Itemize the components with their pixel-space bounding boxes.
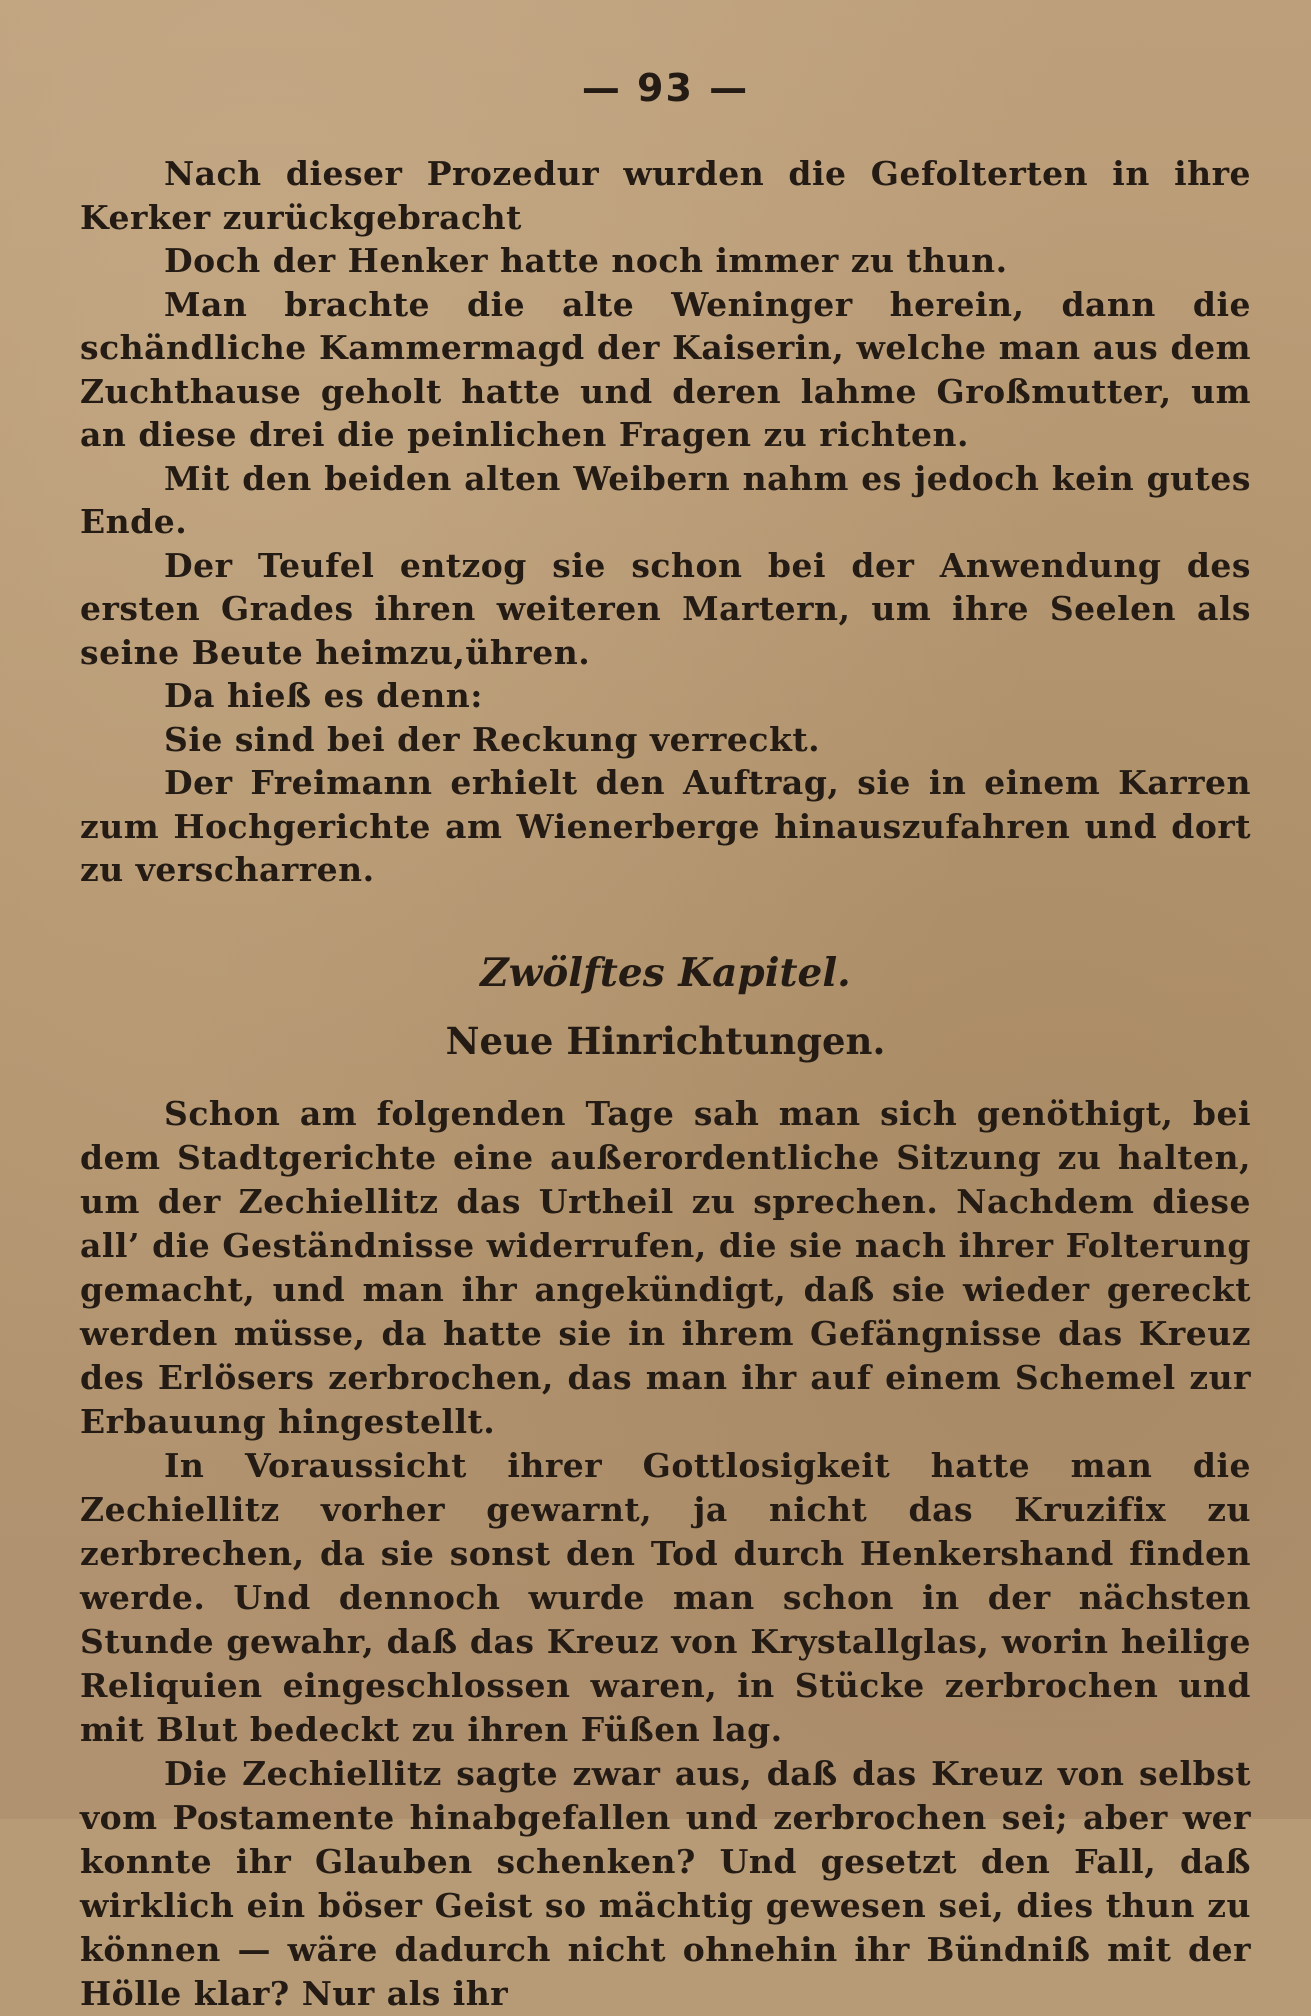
paragraph: Mit den beiden alten Weibern nahm es jedoch kein gutes Ende.: [80, 458, 1251, 541]
paragraph: In Voraussicht ihrer Gottlosigkeit hatte man die Zechiellitz vorher gewarnt, ja nicht das Kruzifix zu zerbrechen, da sie sonst den Tod durch Henkershand finden werde. Und dennoch wurde man schon in der nächsten Stunde gewahr, daß das Kreuz von Krystallglas, worin heilige Reliquien eingeschlossen waren, in Stücke zerbrochen und mit Blut bedeckt zu ihren Füßen lag.: [80, 1445, 1251, 1749]
paragraph: Die Zechiellitz sagte zwar aus, daß das Kreuz von selbst vom Postamente hinabgefallen und zerbrochen sei; aber wer konnte ihr Glauben schenken? Und gesetzt den Fall, daß wirklich ein böser Geist so mächtig gewesen sei, dies thun zu können — wäre dadurch nicht ohnehin ihr Bündniß mit der Hölle klar? Nur als ihr: [80, 1753, 1251, 2013]
paragraph: Doch der Henker hatte noch immer zu thun.: [164, 241, 1008, 280]
paragraph: Schon am folgenden Tage sah man sich genöthigt, bei dem Stadtgerichte eine außerordentliche Sitzung zu halten, um der Zechiellitz das Urtheil zu sprechen. Nachdem diese all’ die Geständnisse widerrufen, die sie nach ihrer Folterung gemacht, und man ihr angekündigt, daß sie wieder gereckt werden müsse, da hatte sie in ihrem Gefängnisse das Kreuz des Erlösers zerbrochen, das man ihr auf einem Schemel zur Erbauung hingestellt.: [80, 1093, 1251, 1441]
paragraph: Der Teufel entzog sie schon bei der Anwendung des ersten Grades ihren weiteren Martern, um ihre Seelen als seine Beute heimzu,ühren.: [80, 545, 1251, 672]
paragraph: Nach dieser Prozedur wurden die Gefolterten in ihre Kerker zurückgebracht: [80, 154, 1251, 237]
text-section-top: [80, 152, 1251, 892]
text-section-bottom: [80, 1092, 1251, 2016]
chapter-subtitle: Neue Hinrichtungen.: [445, 1018, 886, 1063]
paragraph: Der Freimann erhielt den Auftrag, sie in einem Karren zum Hochgerichte am Wienerberge hinauszufahren und dort zu verscharren.: [80, 763, 1251, 889]
paragraph: Da hieß es denn:: [164, 676, 483, 715]
page-number: — 93 —: [581, 66, 750, 110]
paragraph: Man brachte die alte Weninger herein, dann die schändliche Kammermagd der Kaiserin, welche man aus dem Zuchthause geholt hatte und deren lahme Großmutter, um an diese drei die peinlichen Fragen zu richten.: [80, 284, 1251, 454]
chapter-title: Zwölftes Kapitel.: [480, 949, 851, 996]
paragraph: Sie sind bei der Reckung verreckt.: [164, 719, 821, 759]
